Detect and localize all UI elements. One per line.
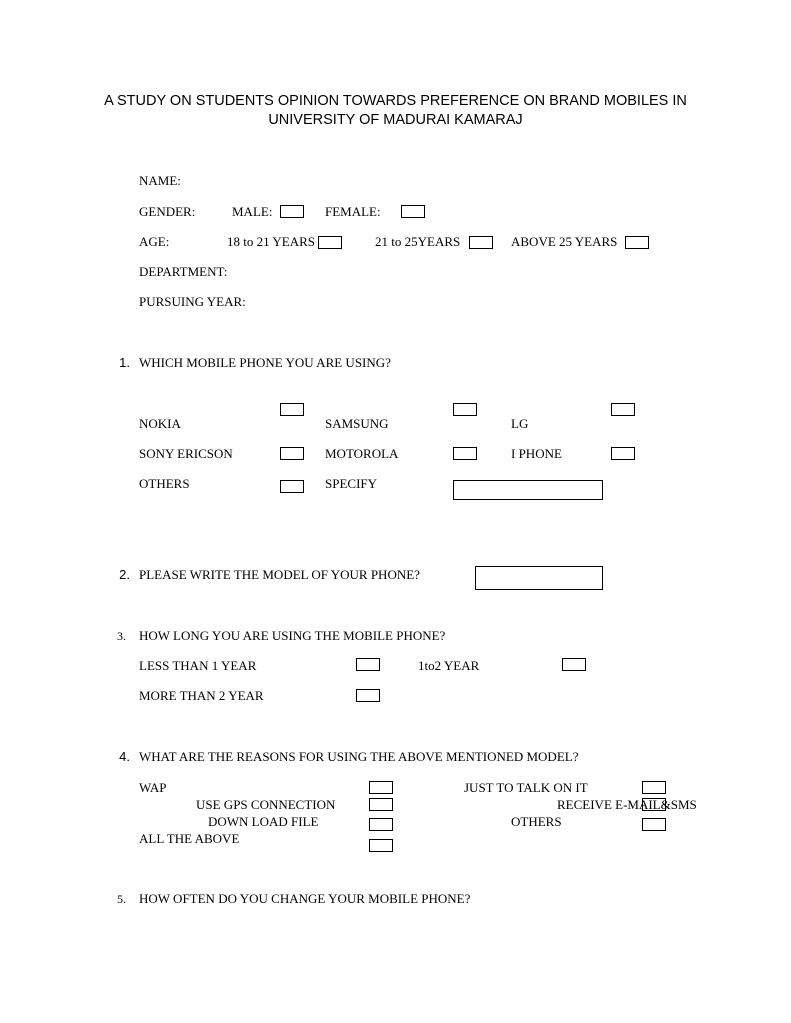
iphone-checkbox[interactable] [611,447,635,460]
q3-option-less-than-1: LESS THAN 1 YEAR [139,658,257,673]
pursuing-year-label: PURSUING YEAR: [139,294,246,309]
q1-option-samsung: SAMSUNG [325,416,389,431]
male-checkbox[interactable] [280,205,304,218]
q1-option-iphone: I PHONE [511,446,562,461]
others-checkbox[interactable] [280,480,304,493]
sony-ericson-checkbox[interactable] [280,447,304,460]
just-to-talk-checkbox[interactable] [642,781,666,794]
q4-option-all: ALL THE ABOVE [139,831,240,846]
q1-number: 1. [119,355,130,370]
q3-option-more-than-2: MORE THAN 2 YEAR [139,688,264,703]
q5-question: HOW OFTEN DO YOU CHANGE YOUR MOBILE PHONE? [139,891,471,906]
email-sms-checkbox[interactable] [642,798,666,811]
female-label: FEMALE: [325,204,381,219]
age-option-21-25-label: 21 to 25YEARS [375,234,461,249]
gps-checkbox[interactable] [369,798,393,811]
q1-option-specify: SPECIFY [325,476,378,491]
download-file-checkbox[interactable] [369,818,393,831]
age-above-25-checkbox[interactable] [625,236,649,249]
age-21-25-checkbox[interactable] [469,236,493,249]
q1-option-motorola: MOTOROLA [325,446,399,461]
age-option-18-21-label: 18 to 21 YEARS [227,234,315,249]
q4-option-gps: USE GPS CONNECTION [196,797,336,812]
wap-checkbox[interactable] [369,781,393,794]
specify-input[interactable] [453,480,603,500]
q4-question: WHAT ARE THE REASONS FOR USING THE ABOVE MENTIONED MODEL? [139,749,579,764]
form-title-line-1: A STUDY ON STUDENTS OPINION TOWARDS PREFERENCE ON BRAND MOBILES IN [104,93,687,109]
q4-option-email-sms: RECEIVE E-MAIL&SMS [557,797,697,812]
form-title-line-2: UNIVERSITY OF MADURAI KAMARAJ [268,112,523,128]
q4-option-download: DOWN LOAD FILE [208,814,319,829]
q4-number: 4. [119,749,130,764]
q4-others-checkbox[interactable] [642,818,666,831]
age-18-21-checkbox[interactable] [318,236,342,249]
q4-option-others: OTHERS [511,814,562,829]
less-than-1-year-checkbox[interactable] [356,658,380,671]
male-label: MALE: [232,204,273,219]
q1-question: WHICH MOBILE PHONE YOU ARE USING? [139,355,391,370]
q4-option-wap: WAP [139,780,167,795]
q1-option-others: OTHERS [139,476,190,491]
q2-number: 2. [119,567,130,582]
lg-checkbox[interactable] [611,403,635,416]
q1-option-nokia: NOKIA [139,416,181,431]
more-than-2-year-checkbox[interactable] [356,689,380,702]
female-checkbox[interactable] [401,205,425,218]
age-option-above-25-label: ABOVE 25 YEARS [511,234,618,249]
q2-question: PLEASE WRITE THE MODEL OF YOUR PHONE? [139,567,420,582]
phone-model-input[interactable] [475,566,603,590]
department-label: DEPARTMENT: [139,264,228,279]
q3-option-1-to-2: 1to2 YEAR [418,658,480,673]
q3-number: 3. [117,629,126,643]
age-label: AGE: [139,234,170,249]
q1-option-lg: LG [511,416,529,431]
samsung-checkbox[interactable] [453,403,477,416]
one-to-two-year-checkbox[interactable] [562,658,586,671]
q3-question: HOW LONG YOU ARE USING THE MOBILE PHONE? [139,628,446,643]
gender-label: GENDER: [139,204,196,219]
name-label: NAME: [139,173,181,188]
all-the-above-checkbox[interactable] [369,839,393,852]
nokia-checkbox[interactable] [280,403,304,416]
motorola-checkbox[interactable] [453,447,477,460]
q4-option-just-talk: JUST TO TALK ON IT [464,780,588,795]
q5-number: 5. [117,892,126,906]
q1-option-sony-ericson: SONY ERICSON [139,446,233,461]
